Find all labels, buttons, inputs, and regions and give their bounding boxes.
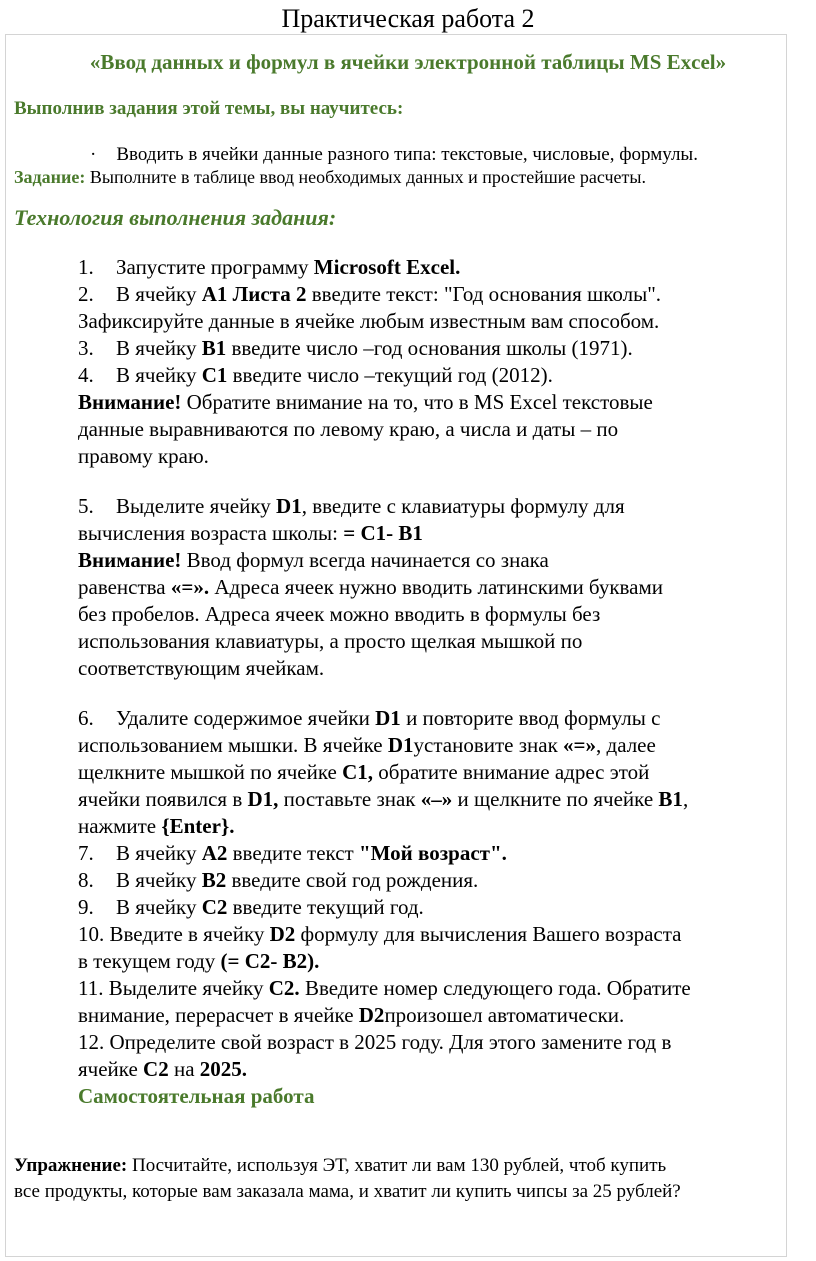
note-2: Внимание! Ввод формул всегда начинается со знака xyxy=(78,548,549,572)
step-10: 10. Введите в ячейку D2 формулу для вычисления Вашего возраста xyxy=(78,922,682,946)
step-7: 7. В ячейку A2 введите текст "Мой возраст". xyxy=(78,841,507,865)
task-text: Выполните в таблице ввод необходимых данных и простейшие расчеты. xyxy=(85,167,646,187)
exercise-text: Посчитайте, используя ЭТ, хватит ли вам 130 рублей, чтоб купить xyxy=(127,1155,667,1176)
steps-list: 1. Запустите программу Microsoft Excel. 2. В ячейку A1 Листа 2 введите текст: "Год основания школы". Зафиксируйте данные в ячейке любым известным вам способом. 3. В ячейку B1 введите число –год основания школы (1971). 4. В ячейку C1 введите число –текущий год (2012). Внимание! Обратите внимание на то, что в MS Excel текстовые данные выравниваются по левому краю, а числа и даты – по правому краю. 5. Выделите ячейку D1, введите с клавиатуры формулу для вычисления возраста школы: = C1- B1 Внимание! Ввод формул всегда начинается со знака равенства «=». Адреса ячеек нужно вводить латинскими буквами без пробелов. Адреса ячеек можно вводить в формулы без использования клавиатуры, а просто щелкая мышкой по соответствующим ячейкам. 6. Удалите содержимое ячейки D1 и повторите ввод формулы с использованием мышки. В ячейке D1установите знак «=», далее щелкните мышкой по ячейке C1, обратите внимание адрес этой ячейки появился в D1, поставьте знак «–» и щелкните по ячейке B1, нажмите {Enter}. 7. В ячейку A2 введите текст "Мой возраст". 8. В ячейку B2 введите свой год рождения. 9. В ячейку C2 введите текущий год. 10. Введите в ячейку D2 формулу для вычисления Вашего возраста в текущем году (= C2- B2). 11. Выделите ячейку C2. Введите номер следующего года. Обратите внимание, перерасчет в ячейке D2произошел автоматически. 12. Определите свой возраст в 2025 году. Для этого замените год в ячейке C2 на 2025. Самостоятельная работа xyxy=(78,254,778,1110)
step-4: 4. В ячейку C1 введите число –текущий год (2012). xyxy=(78,363,553,387)
step-2: 2. В ячейку A1 Листа 2 введите текст: "Год основания школы". xyxy=(78,282,662,306)
subtitle: «Ввод данных и формул в ячейки электронной таблицы MS Excel» xyxy=(89,50,727,74)
step-8: 8. В ячейку B2 введите свой год рождения. xyxy=(78,868,479,892)
learn-heading: Выполнив задания этой темы, вы научитесь: xyxy=(14,98,404,119)
bullet-item xyxy=(90,144,698,166)
bullet-marker: · xyxy=(90,144,97,165)
tech-heading: Технология выполнения задания: xyxy=(14,205,337,230)
step-6: 6. Удалите содержимое ячейки D1 и повторите ввод формулы с xyxy=(78,706,661,730)
note-1: Внимание! Обратите внимание на то, что в MS Excel текстовые xyxy=(78,390,653,414)
page-title: Практическая работа 2 xyxy=(281,4,535,33)
exercise-block: Упражнение: Посчитайте, используя ЭТ, хватит ли вам 130 рублей, чтоб купить все продукты, которые вам заказала мама, и хватит ли купить чипсы за 25 рублей? xyxy=(14,1155,681,1202)
step-2-cont: Зафиксируйте данные в ячейке любым известным вам способом. xyxy=(78,309,660,333)
step-1: 1. Запустите программу Microsoft Excel. xyxy=(78,255,461,279)
step-5: 5. Выделите ячейку D1, введите с клавиатуры формулу для xyxy=(78,494,625,518)
bullet-text: Вводить в ячейки данные разного типа: текстовые, числовые, формулы. xyxy=(116,144,698,165)
exercise-label: Упражнение: xyxy=(14,1155,128,1176)
task-line xyxy=(14,167,646,188)
step-9: 9. В ячейку C2 введите текущий год. xyxy=(78,895,424,919)
task-label: Задание: xyxy=(14,167,86,187)
step-12: 12. Определите свой возраст в 2025 году. Для этого замените год в xyxy=(78,1030,672,1054)
step-3: 3. В ячейку B1 введите число –год основания школы (1971). xyxy=(78,336,633,360)
self-work-heading: Самостоятельная работа xyxy=(78,1084,315,1108)
step-11: 11. Выделите ячейку C2. Введите номер следующего года. Обратите xyxy=(78,976,691,1000)
